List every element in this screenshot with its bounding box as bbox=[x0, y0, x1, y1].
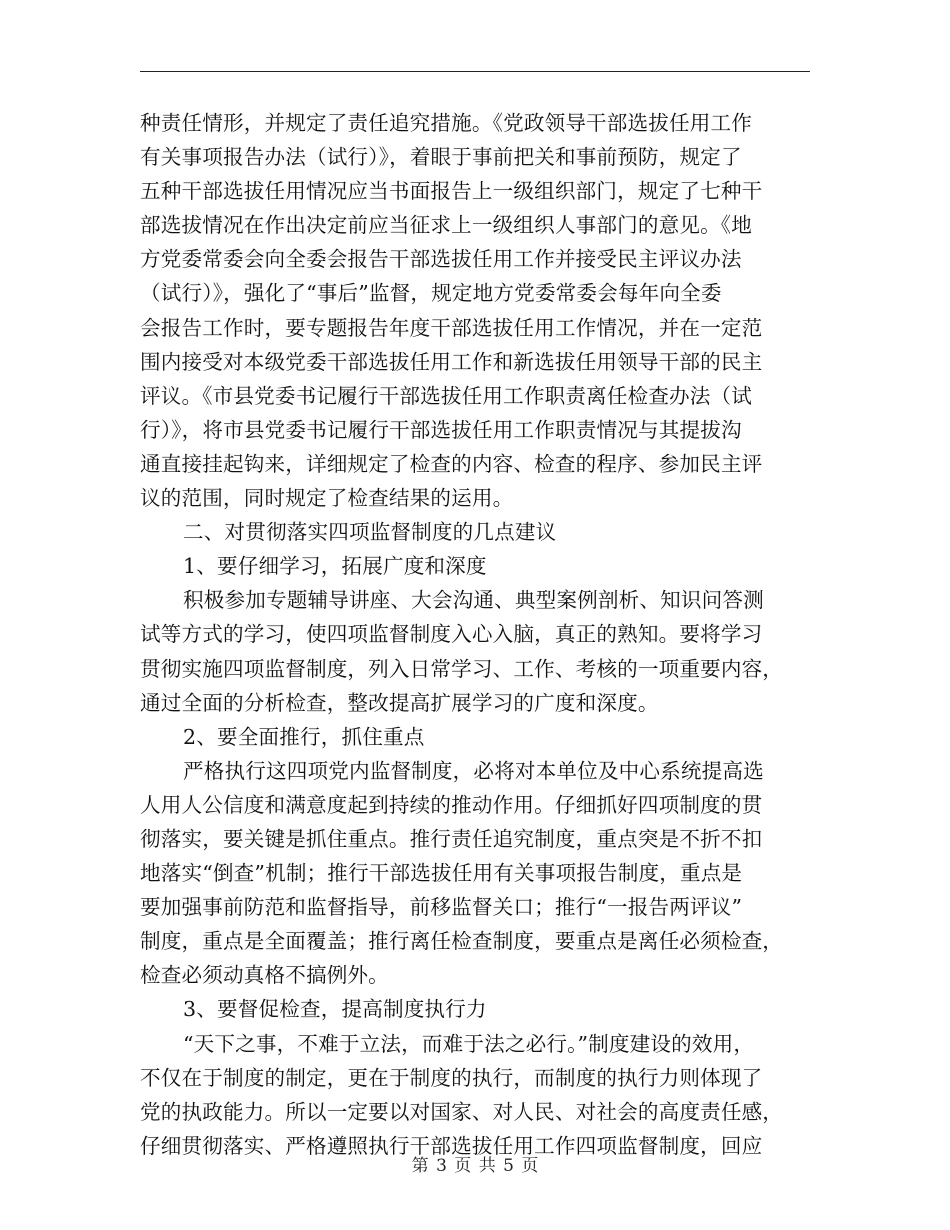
text-line: 议的范围，同时规定了检查结果的运用。 bbox=[140, 486, 514, 511]
section-heading: 二、对贯彻落实四项监督制度的几点建议 bbox=[183, 520, 557, 545]
text-line: 制度，重点是全面覆盖；推行离任检查制度，要重点是离任必须检查， bbox=[140, 929, 784, 954]
text-line: 通直接挂起钩来，详细规定了检查的内容、检查的程序、参加民主评 bbox=[140, 451, 763, 476]
text-line: 试等方式的学习，使四项监督制度入心入脑，真正的熟知。要将学习 bbox=[140, 622, 763, 647]
text-line: 仔细贯彻落实、严格遵照执行干部选拔任用工作四项监督制度，回应 bbox=[140, 1133, 763, 1158]
header-rule bbox=[140, 71, 810, 72]
text-line: 检查必须动真格不搞例外。 bbox=[140, 963, 389, 988]
text-line: 方党委常委会向全委会报告干部选拔任用工作并接受民主评议办法 bbox=[140, 247, 742, 272]
page-number-footer: 第 3 页 共 5 页 bbox=[411, 1156, 539, 1176]
text-line: 党的执政能力。所以一定要以对国家、对人民、对社会的高度责任感， bbox=[140, 1099, 784, 1124]
text-line: 会报告工作时，要专题报告年度干部选拔任用工作情况，并在一定范 bbox=[140, 315, 763, 340]
text-line: 人用人公信度和满意度起到持续的推动作用。仔细抓好四项制度的贯 bbox=[140, 792, 763, 817]
text-line: 部选拔情况在作出决定前应当征求上一级组织人事部门的意见。《地 bbox=[140, 213, 753, 238]
text-line: 地落实“倒查”机制；推行干部选拔任用有关事项报告制度，重点是 bbox=[140, 861, 743, 886]
subsection-heading: 3、要督促检查，提高制度执行力 bbox=[183, 997, 487, 1022]
body-text bbox=[140, 106, 812, 1163]
text-line: 评议。《市县党委书记履行干部选拔任用工作职责离任检查办法（试 bbox=[140, 383, 753, 408]
text-line: 通过全面的分析检查，整改提高扩展学习的广度和深度。 bbox=[140, 690, 659, 715]
text-line: 严格执行这四项党内监督制度，必将对本单位及中心系统提高选 bbox=[183, 758, 764, 783]
text-line: 彻落实，要关键是抓住重点。推行责任追究制度，重点突是不折不扣 bbox=[140, 826, 763, 851]
text-line: 围内接受对本级党委干部选拔任用工作和新选拔任用领导干部的民主 bbox=[140, 349, 763, 374]
subsection-heading: 1、要仔细学习，拓展广度和深度 bbox=[183, 554, 487, 579]
text-line: 有关事项报告办法（试行）》，着眼于事前把关和事前预防，规定了 bbox=[140, 145, 742, 170]
text-line: 积极参加专题辅导讲座、大会沟通、典型案例剖析、知识问答测 bbox=[183, 588, 764, 613]
text-line: 不仅在于制度的制定，更在于制度的执行，而制度的执行力则体现了 bbox=[140, 1065, 763, 1090]
text-line: “天下之事，不难于立法，而难于法之必行。”制度建设的效用， bbox=[183, 1031, 755, 1056]
text-line: 行）》，将市县党委书记履行干部选拔任用工作职责情况与其提拔沟 bbox=[140, 417, 742, 442]
text-line: 贯彻实施四项监督制度，列入日常学习、工作、考核的一项重要内容， bbox=[140, 656, 784, 681]
text-line: 要加强事前防范和监督指导，前移监督关口；推行“一报告两评议” bbox=[140, 895, 743, 920]
text-line: 种责任情形，并规定了责任追究措施。《党政领导干部选拔任用工作 bbox=[140, 111, 753, 135]
text-line: （试行）》，强化了“事后”监督，规定地方党委常委会每年向全委 bbox=[140, 281, 722, 306]
subsection-heading: 2、要全面推行，抓住重点 bbox=[183, 724, 425, 749]
text-line: 五种干部选拔任用情况应当书面报告上一级组织部门，规定了七种干 bbox=[140, 179, 763, 204]
